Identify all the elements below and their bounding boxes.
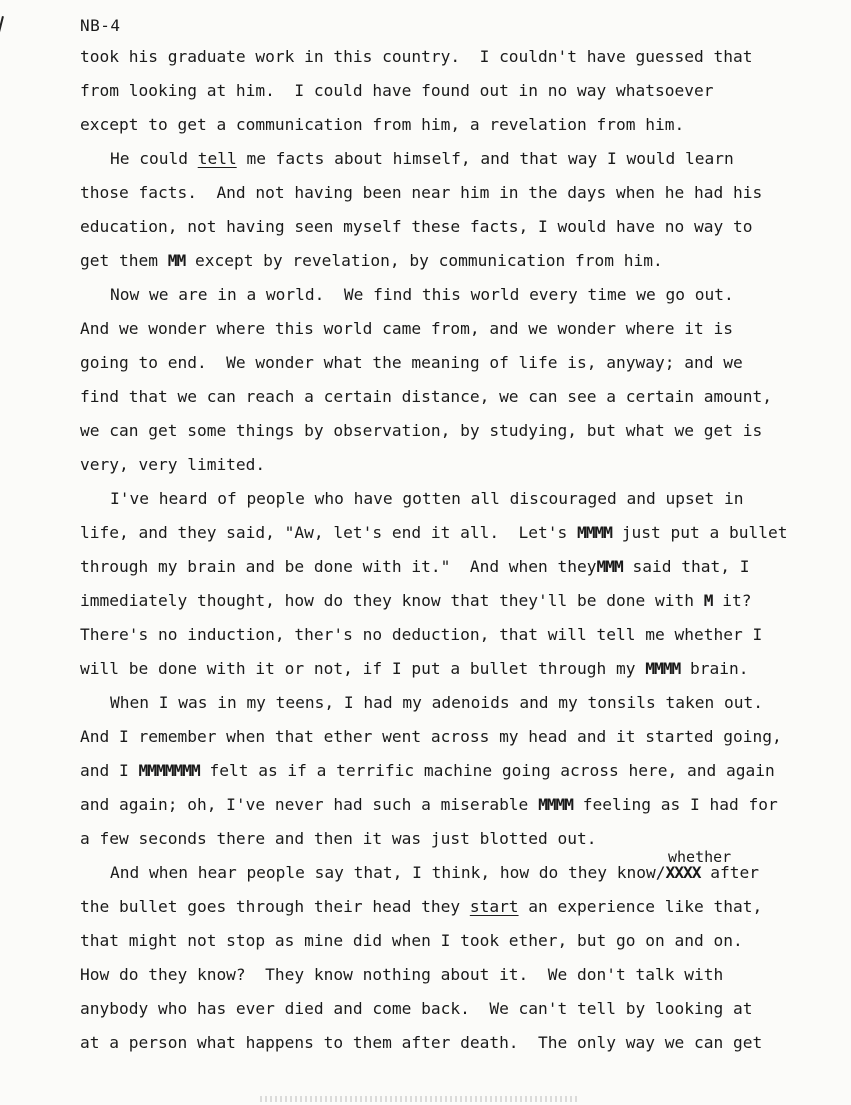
line-text: at a person what happens to them after death. The only way we can get xyxy=(80,1033,763,1052)
line-text: very, very limited. xyxy=(80,455,266,474)
text-line xyxy=(80,591,751,611)
text-line xyxy=(110,693,763,713)
page-number: NB-4 xyxy=(80,16,121,35)
text-line xyxy=(110,285,734,305)
text-line xyxy=(80,353,743,373)
line-text: said that, I xyxy=(622,557,750,576)
line-text: I've heard of people who have gotten all discouraged and upset in xyxy=(110,489,744,508)
line-text: feeling as I had for xyxy=(573,795,778,814)
text-line xyxy=(80,523,787,543)
text-line xyxy=(80,999,752,1019)
line-text: going to end. We wonder what the meaning of life is, anyway; and we xyxy=(80,353,743,372)
line-text: a few seconds there and then it was just blotted out. xyxy=(80,829,597,848)
text-line xyxy=(80,931,743,951)
line-text: took his graduate work in this country. I couldn't have guessed that xyxy=(80,47,753,66)
text-line xyxy=(80,47,752,67)
strikeout-overtype: MMMMMMM xyxy=(138,761,200,780)
line-text: that might not stop as mine did when I took ether, but go on and on. xyxy=(80,931,743,950)
line-text: me facts about himself, and that way I would learn xyxy=(236,149,734,168)
text-line xyxy=(110,149,734,169)
underlined-word: start xyxy=(469,897,519,916)
line-text: When I was in my teens, I had my adenoids and my tonsils taken out. xyxy=(110,693,763,712)
text-line xyxy=(110,489,743,509)
text-line xyxy=(80,829,597,849)
line-text: except to get a communication from him, a revelation from him. xyxy=(80,115,685,134)
margin-pen-mark xyxy=(0,16,4,65)
line-text: will be done with it or not, if I put a bullet through my xyxy=(80,659,646,678)
line-text: life, and they said, "Aw, let's end it all. Let's xyxy=(80,523,578,542)
strikeout-overtype: MM xyxy=(167,251,186,270)
text-line xyxy=(80,421,762,441)
strikeout-overtype: MMM xyxy=(596,557,623,576)
strikeout-overtype: XXXX xyxy=(665,863,701,882)
text-line xyxy=(80,319,733,339)
line-text: He could xyxy=(110,149,198,168)
strikeout-overtype: M xyxy=(703,591,713,610)
strikeout-overtype: MMMM xyxy=(645,659,681,678)
line-text: we can get some things by observation, by studying, but what we get is xyxy=(80,421,763,440)
line-text: find that we can reach a certain distance, we can see a certain amount, xyxy=(80,387,772,406)
strikeout-overtype: MMMM xyxy=(577,523,613,542)
text-line xyxy=(80,1033,762,1053)
text-line xyxy=(80,557,749,577)
text-line xyxy=(80,727,782,747)
text-line xyxy=(80,183,762,203)
line-text: anybody who has ever died and come back. We can't tell by looking at xyxy=(80,999,753,1018)
line-text: Now we are in a world. We find this world every time we go out. xyxy=(110,285,734,304)
line-text: from looking at him. I could have found out in no way whatsoever xyxy=(80,81,714,100)
text-line xyxy=(80,455,265,475)
text-line xyxy=(80,115,684,135)
strikeout-overtype: MMMM xyxy=(538,795,574,814)
text-line xyxy=(80,659,748,679)
line-text: And I remember when that ether went across my head and it started going, xyxy=(80,727,782,746)
text-line xyxy=(80,387,772,407)
line-text: education, not having seen myself these facts, I would have no way to xyxy=(80,217,753,236)
text-line xyxy=(80,217,752,237)
line-text: and again; oh, I've never had such a miserable xyxy=(80,795,539,814)
text-line xyxy=(80,795,778,815)
line-text: get them xyxy=(80,251,168,270)
line-text: through my brain and be done with it." And when they xyxy=(80,557,597,576)
text-line xyxy=(110,863,759,883)
line-text: those facts. And not having been near him in the days when he had his xyxy=(80,183,763,202)
line-text: an experience like that, xyxy=(518,897,763,916)
handwritten-insertion: whether xyxy=(668,848,732,866)
line-text: There's no induction, ther's no deduction, that will tell me whether I xyxy=(80,625,763,644)
text-line xyxy=(80,897,762,917)
line-text: felt as if a terrific machine going across here, and again xyxy=(199,761,775,780)
text-line xyxy=(80,625,762,645)
text-line xyxy=(80,761,775,781)
line-text: just put a bullet xyxy=(612,523,788,542)
line-text: it? xyxy=(712,591,752,610)
text-line xyxy=(80,81,713,101)
line-text: How do they know? They know nothing about it. We don't talk with xyxy=(80,965,724,984)
line-text: immediately thought, how do they know that they'll be done with xyxy=(80,591,704,610)
line-text: after xyxy=(700,863,759,882)
scan-artifact xyxy=(260,1096,580,1102)
line-text: brain. xyxy=(680,659,749,678)
line-text: And we wonder where this world came from, and we wonder where it is xyxy=(80,319,733,338)
text-line xyxy=(80,251,663,271)
line-text: And when hear people say that, I think, how do they know/ xyxy=(110,863,666,882)
line-text: and I xyxy=(80,761,139,780)
text-line xyxy=(80,965,723,985)
line-text: except by revelation, by communication from him. xyxy=(185,251,663,270)
underlined-word: tell xyxy=(197,149,237,168)
line-text: the bullet goes through their head they xyxy=(80,897,470,916)
